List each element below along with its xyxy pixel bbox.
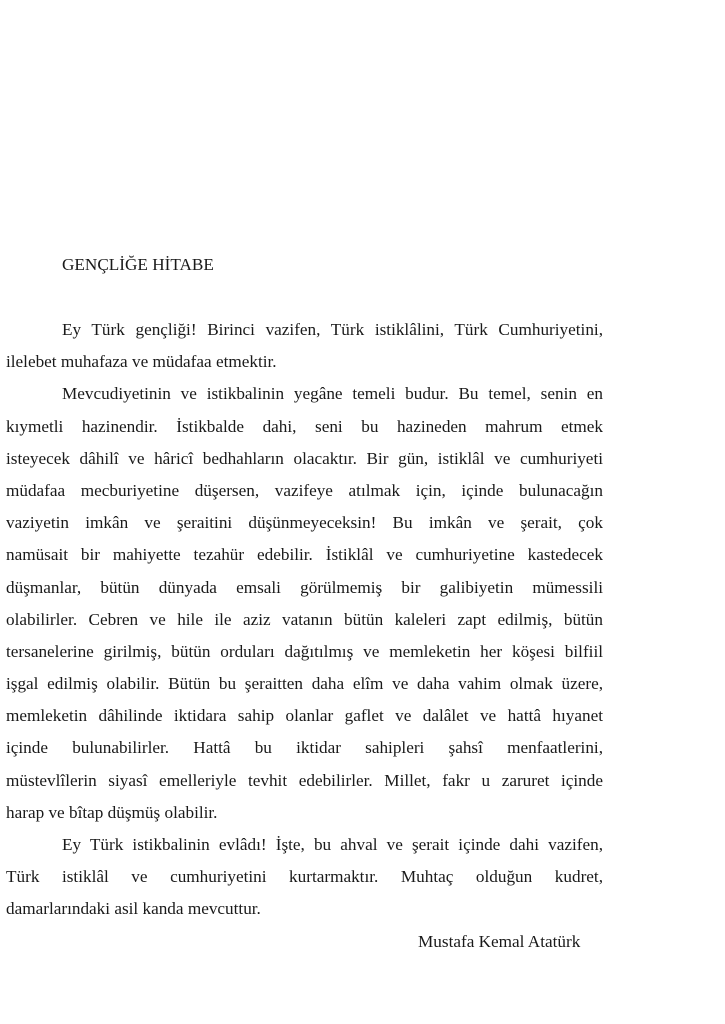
- signature: Mustafa Kemal Atatürk: [418, 932, 581, 951]
- text-line: Ey Türk gençliği! Birinci vazifen, Türk istiklâlini, Türk Cumhuriyetini,: [62, 320, 603, 339]
- text-line: namüsait bir mahiyette tezahür edebilir. İstiklâl ve cumhuriyetine kastedecek: [6, 545, 603, 565]
- text-line: Ey Türk istikbalinin evlâdı! İşte, bu ahval ve şerait içinde dahi vazifen,: [62, 835, 603, 854]
- text-line: işgal edilmiş olabilir. Bütün bu şeraitten daha elîm ve daha vahim olmak üzere,: [6, 674, 603, 694]
- text-line: olabilirler. Cebren ve hile ile aziz vatanın bütün kaleleri zapt edilmiş, bütün: [6, 609, 603, 629]
- text-line: tersanelerine girilmiş, bütün orduları dağıtılmış ve memleketin her köşesi bilfiil: [6, 641, 603, 661]
- paragraph: [6, 314, 603, 378]
- paragraph: [6, 829, 603, 926]
- document-title: GENÇLİĞE HİTABE: [62, 255, 214, 274]
- paragraph: [6, 378, 603, 829]
- text-line: kıymetli hazinendir. İstikbalde dahi, seni bu hazineden mahrum etmek: [6, 416, 603, 436]
- text-line: vaziyetin imkân ve şeraitini düşünmeyeceksin! Bu imkân ve şerait, çok: [6, 513, 603, 533]
- text-line: düşmanlar, bütün dünyada emsali görülmemiş bir galibiyetin mümessili: [6, 577, 603, 597]
- text-line: ilelebet muhafaza ve müdafaa etmektir.: [6, 352, 277, 372]
- text-line: Türk istiklâl ve cumhuriyetini kurtarmaktır. Muhtaç olduğun kudret,: [6, 867, 603, 887]
- text-line: Mevcudiyetinin ve istikbalinin yegâne temeli budur. Bu temel, senin en: [62, 384, 603, 404]
- text-line: harap ve bîtap düşmüş olabilir.: [6, 802, 218, 822]
- text-line: isteyecek dâhilî ve hâricî bedhahların olacaktır. Bir gün, istiklâl ve cumhuriyeti: [6, 448, 603, 468]
- text-line: içinde bulunabilirler. Hattâ bu iktidar sahipleri şahsî menfaatlerini,: [6, 738, 603, 758]
- text-line: memleketin dâhilinde iktidara sahip olanlar gaflet ve dalâlet ve hattâ hıyanet: [6, 706, 603, 726]
- document-body: [6, 314, 603, 926]
- text-line: müdafaa mecburiyetine düşersen, vazifeye atılmak için, içinde bulunacağın: [6, 480, 603, 500]
- text-line: müstevlîlerin siyasî emelleriyle tevhit edebilirler. Millet, fakr u zaruret içinde: [6, 770, 603, 790]
- text-line: damarlarındaki asil kanda mevcuttur.: [6, 899, 261, 919]
